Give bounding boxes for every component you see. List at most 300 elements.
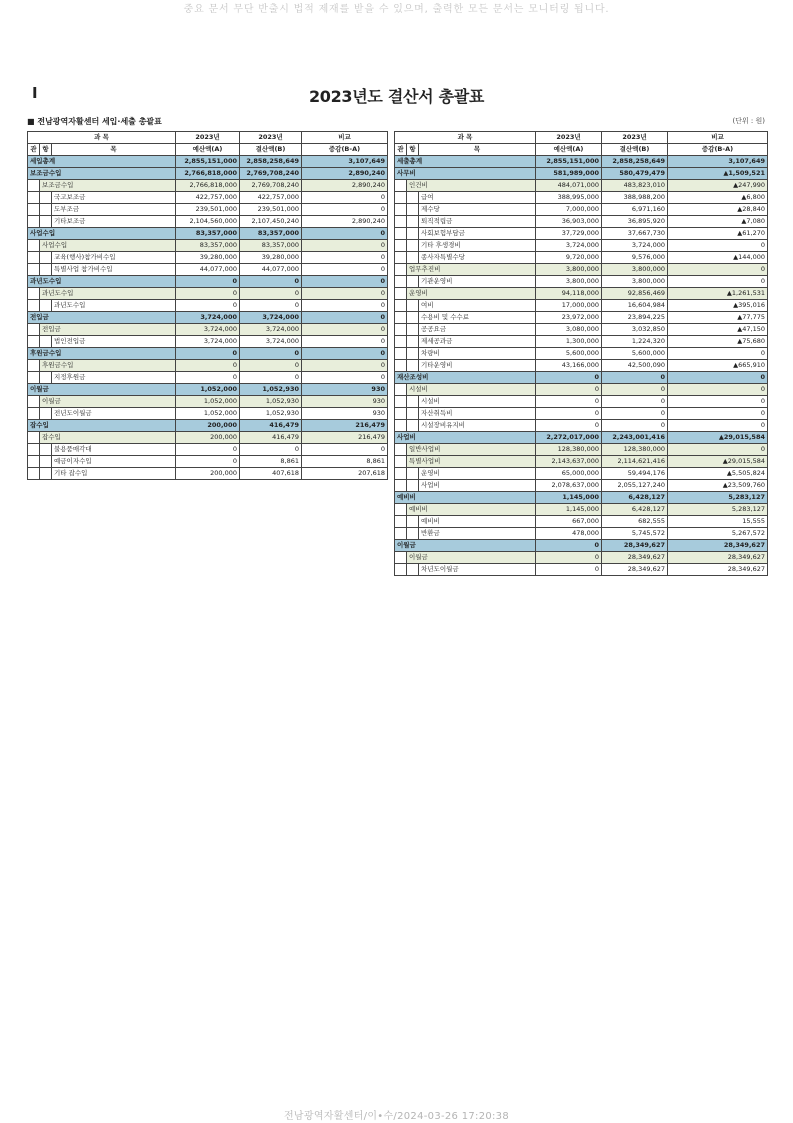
indent-cell xyxy=(40,216,52,228)
account-label: 법인전입금 xyxy=(52,336,176,348)
settlement-amount: 1,052,930 xyxy=(240,408,302,420)
settlement-amount: 2,769,708,240 xyxy=(240,168,302,180)
account-label: 제세공과금 xyxy=(419,336,536,348)
settlement-amount: 0 xyxy=(240,372,302,384)
header-budget: 예산액(A) xyxy=(536,144,602,156)
account-label: 시설장비유지비 xyxy=(419,420,536,432)
difference-amount: 0 xyxy=(302,252,388,264)
confidential-watermark: 중요 문서 무단 반출시 법적 제재를 받을 수 있으며, 출력한 모든 문서는 모니터링 됩니다. xyxy=(183,4,610,15)
account-label: 후원금수입 xyxy=(28,348,176,360)
header-difference: 증감(B-A) xyxy=(302,144,388,156)
indent-cell xyxy=(40,252,52,264)
difference-amount: 0 xyxy=(668,396,768,408)
difference-amount: 15,555 xyxy=(668,516,768,528)
table-header-row xyxy=(395,132,768,144)
account-row-mok xyxy=(28,204,388,216)
header-year-budget: 2023년 xyxy=(536,132,602,144)
difference-amount: ▲47,150 xyxy=(668,324,768,336)
settlement-amount: 2,114,621,416 xyxy=(602,456,668,468)
indent-cell xyxy=(28,468,40,480)
document-title: 2023년도 결산서 총괄표 xyxy=(308,87,485,106)
budget-amount: 37,729,000 xyxy=(536,228,602,240)
revenue-rows xyxy=(28,156,388,480)
revenue-table xyxy=(27,131,388,480)
indent-cell xyxy=(407,324,419,336)
settlement-amount: 23,894,225 xyxy=(602,312,668,324)
budget-amount: 239,501,000 xyxy=(176,204,240,216)
account-row-hang xyxy=(28,288,388,300)
budget-amount: 83,357,000 xyxy=(176,240,240,252)
account-label: 도부조금 xyxy=(52,204,176,216)
account-label: 사회보험부담금 xyxy=(419,228,536,240)
settlement-amount: 5,745,572 xyxy=(602,528,668,540)
account-row-mok xyxy=(395,468,768,480)
settlement-amount: 16,604,984 xyxy=(602,300,668,312)
account-label: 교육(행사)참가비수입 xyxy=(52,252,176,264)
settlement-amount: 0 xyxy=(240,300,302,312)
account-row-mok xyxy=(395,324,768,336)
account-row-mok xyxy=(395,360,768,372)
expenditure-rows xyxy=(395,156,768,576)
difference-amount: ▲6,800 xyxy=(668,192,768,204)
account-label: 시설비 xyxy=(419,396,536,408)
account-label: 예금이자수입 xyxy=(52,456,176,468)
indent-cell xyxy=(395,240,407,252)
account-row-mok xyxy=(395,516,768,528)
indent-cell xyxy=(407,192,419,204)
indent-cell xyxy=(28,360,40,372)
budget-amount: 0 xyxy=(176,444,240,456)
indent-cell xyxy=(407,480,419,492)
account-label: 사업수입 xyxy=(28,228,176,240)
settlement-amount: 416,479 xyxy=(240,432,302,444)
budget-amount: 0 xyxy=(536,408,602,420)
header-settlement: 결산액(B) xyxy=(602,144,668,156)
indent-cell xyxy=(407,240,419,252)
indent-cell xyxy=(395,564,407,576)
budget-amount: 0 xyxy=(536,540,602,552)
indent-cell xyxy=(395,252,407,264)
header-mok: 목 xyxy=(419,144,536,156)
indent-cell xyxy=(395,516,407,528)
indent-cell xyxy=(407,312,419,324)
account-label: 세출총계 xyxy=(395,156,536,168)
indent-cell xyxy=(28,240,40,252)
account-label: 예비비 xyxy=(419,516,536,528)
difference-amount: 216,479 xyxy=(302,432,388,444)
account-row-mok xyxy=(28,216,388,228)
account-label: 재산조성비 xyxy=(395,372,536,384)
indent-cell xyxy=(407,528,419,540)
indent-cell xyxy=(28,288,40,300)
account-label: 수용비 및 수수료 xyxy=(419,312,536,324)
account-label: 종사자특별수당 xyxy=(419,252,536,264)
header-hang: 항 xyxy=(40,144,52,156)
account-label: 운영비 xyxy=(419,468,536,480)
budget-amount: 3,724,000 xyxy=(176,336,240,348)
difference-amount: 0 xyxy=(302,348,388,360)
settlement-amount: 0 xyxy=(602,420,668,432)
account-row-hang xyxy=(28,360,388,372)
difference-amount: 930 xyxy=(302,408,388,420)
indent-cell xyxy=(407,228,419,240)
indent-cell xyxy=(395,480,407,492)
account-label: 이월금 xyxy=(28,384,176,396)
indent-cell xyxy=(395,504,407,516)
account-row-hang xyxy=(395,180,768,192)
account-row-mok xyxy=(395,192,768,204)
account-row-mok xyxy=(395,336,768,348)
difference-amount: 2,890,240 xyxy=(302,168,388,180)
indent-cell xyxy=(28,216,40,228)
account-label: 급여 xyxy=(419,192,536,204)
settlement-amount: 682,555 xyxy=(602,516,668,528)
account-label: 기타 후생경비 xyxy=(419,240,536,252)
account-row-kwan xyxy=(28,276,388,288)
account-row-mok xyxy=(395,240,768,252)
indent-cell xyxy=(40,456,52,468)
indent-cell xyxy=(395,264,407,276)
budget-amount: 0 xyxy=(176,372,240,384)
account-row-kwan xyxy=(28,384,388,396)
account-row-mok xyxy=(395,420,768,432)
difference-amount: 0 xyxy=(668,372,768,384)
indent-cell xyxy=(40,468,52,480)
account-label: 업무추진비 xyxy=(407,264,536,276)
settlement-amount: 128,380,000 xyxy=(602,444,668,456)
table-subheader-row xyxy=(395,144,768,156)
indent-cell xyxy=(40,204,52,216)
difference-amount: 0 xyxy=(668,348,768,360)
account-label: 과년도수입 xyxy=(40,288,176,300)
account-row-hang xyxy=(28,180,388,192)
account-row-hang xyxy=(395,456,768,468)
settlement-amount: 388,988,200 xyxy=(602,192,668,204)
account-label: 보조금수입 xyxy=(28,168,176,180)
budget-amount: 1,145,000 xyxy=(536,492,602,504)
settlement-amount: 83,357,000 xyxy=(240,240,302,252)
header-mok: 목 xyxy=(52,144,176,156)
budget-amount: 94,118,000 xyxy=(536,288,602,300)
indent-cell xyxy=(28,180,40,192)
difference-amount: 0 xyxy=(302,264,388,276)
account-row-hang xyxy=(28,432,388,444)
account-label: 사무비 xyxy=(395,168,536,180)
difference-amount: 0 xyxy=(302,288,388,300)
indent-cell xyxy=(395,192,407,204)
indent-cell xyxy=(395,444,407,456)
account-label: 국고보조금 xyxy=(52,192,176,204)
difference-amount: 5,267,572 xyxy=(668,528,768,540)
budget-amount: 43,166,000 xyxy=(536,360,602,372)
difference-amount: 3,107,649 xyxy=(668,156,768,168)
account-row-mok xyxy=(28,468,388,480)
settlement-amount: 6,428,127 xyxy=(602,492,668,504)
budget-amount: 3,724,000 xyxy=(176,324,240,336)
budget-amount: 23,972,000 xyxy=(536,312,602,324)
account-label: 기관운영비 xyxy=(419,276,536,288)
indent-cell xyxy=(407,408,419,420)
header-compare: 비교 xyxy=(302,132,388,144)
settlement-amount: 3,724,000 xyxy=(602,240,668,252)
header-difference: 증감(B-A) xyxy=(668,144,768,156)
difference-amount: ▲75,680 xyxy=(668,336,768,348)
section-marker: I xyxy=(32,84,38,102)
header-settlement: 결산액(B) xyxy=(240,144,302,156)
difference-amount: 0 xyxy=(302,192,388,204)
settlement-amount: 28,349,627 xyxy=(602,540,668,552)
header-year-settlement: 2023년 xyxy=(240,132,302,144)
account-row-hang xyxy=(395,504,768,516)
account-label: 제수당 xyxy=(419,204,536,216)
indent-cell xyxy=(407,336,419,348)
settlement-amount: 83,357,000 xyxy=(240,228,302,240)
settlement-amount: 3,724,000 xyxy=(240,324,302,336)
budget-amount: 0 xyxy=(536,396,602,408)
account-row-mok xyxy=(395,564,768,576)
settlement-amount: 28,349,627 xyxy=(602,552,668,564)
indent-cell xyxy=(40,300,52,312)
indent-cell xyxy=(395,312,407,324)
budget-amount: 0 xyxy=(176,288,240,300)
indent-cell xyxy=(395,276,407,288)
indent-cell xyxy=(395,456,407,468)
indent-cell xyxy=(395,420,407,432)
account-row-mok xyxy=(28,408,388,420)
indent-cell xyxy=(40,372,52,384)
difference-amount: ▲28,840 xyxy=(668,204,768,216)
expenditure-table xyxy=(394,131,768,576)
indent-cell xyxy=(407,516,419,528)
difference-amount: 5,283,127 xyxy=(668,492,768,504)
settlement-amount: 0 xyxy=(602,396,668,408)
indent-cell xyxy=(28,432,40,444)
account-row-hang xyxy=(395,444,768,456)
account-row-mok xyxy=(395,528,768,540)
account-row-hang xyxy=(28,240,388,252)
budget-amount: 7,000,000 xyxy=(536,204,602,216)
settlement-amount: 37,667,730 xyxy=(602,228,668,240)
budget-amount: 1,052,000 xyxy=(176,384,240,396)
budget-amount: 0 xyxy=(536,420,602,432)
unit-label: (단위 : 원) xyxy=(732,117,765,125)
account-row-kwan xyxy=(28,348,388,360)
difference-amount: 0 xyxy=(302,276,388,288)
budget-amount: 83,357,000 xyxy=(176,228,240,240)
indent-cell xyxy=(395,216,407,228)
difference-amount: 28,349,627 xyxy=(668,540,768,552)
budget-amount: 44,077,000 xyxy=(176,264,240,276)
account-row-kwan xyxy=(28,312,388,324)
account-label: 기타보조금 xyxy=(52,216,176,228)
settlement-amount: 59,494,176 xyxy=(602,468,668,480)
indent-cell xyxy=(407,300,419,312)
indent-cell xyxy=(407,348,419,360)
indent-cell xyxy=(28,408,40,420)
header-budget: 예산액(A) xyxy=(176,144,240,156)
budget-amount: 200,000 xyxy=(176,432,240,444)
indent-cell xyxy=(28,264,40,276)
account-row-mok xyxy=(28,264,388,276)
indent-cell xyxy=(395,228,407,240)
difference-amount: ▲77,775 xyxy=(668,312,768,324)
difference-amount: 28,349,627 xyxy=(668,552,768,564)
indent-cell xyxy=(40,336,52,348)
indent-cell xyxy=(407,252,419,264)
indent-cell xyxy=(395,300,407,312)
difference-amount: 0 xyxy=(668,240,768,252)
settlement-amount: 2,858,258,649 xyxy=(602,156,668,168)
account-label: 사업비 xyxy=(395,432,536,444)
header-kwan: 관 xyxy=(28,144,40,156)
settlement-amount: 3,032,850 xyxy=(602,324,668,336)
settlement-amount: 422,757,000 xyxy=(240,192,302,204)
account-row-kwan xyxy=(28,228,388,240)
budget-amount: 5,600,000 xyxy=(536,348,602,360)
settlement-amount: 2,858,258,649 xyxy=(240,156,302,168)
account-row-mok xyxy=(28,300,388,312)
difference-amount: 0 xyxy=(302,372,388,384)
settlement-amount: 9,576,000 xyxy=(602,252,668,264)
account-label: 과년도수입 xyxy=(52,300,176,312)
account-row-mok xyxy=(395,396,768,408)
difference-amount: ▲5,505,824 xyxy=(668,468,768,480)
settlement-amount: 0 xyxy=(240,276,302,288)
settlement-amount: 42,500,090 xyxy=(602,360,668,372)
settlement-amount: 0 xyxy=(240,360,302,372)
indent-cell xyxy=(28,252,40,264)
difference-amount: ▲61,270 xyxy=(668,228,768,240)
budget-amount: 478,000 xyxy=(536,528,602,540)
indent-cell xyxy=(407,204,419,216)
budget-amount: 667,000 xyxy=(536,516,602,528)
account-row-mok xyxy=(395,312,768,324)
account-row-kwan xyxy=(28,156,388,168)
difference-amount: 0 xyxy=(302,336,388,348)
account-label: 과년도수입 xyxy=(28,276,176,288)
difference-amount: 0 xyxy=(302,300,388,312)
table-header-row xyxy=(28,132,388,144)
indent-cell xyxy=(28,336,40,348)
settlement-amount: 0 xyxy=(602,372,668,384)
account-row-mok xyxy=(395,300,768,312)
indent-cell xyxy=(395,336,407,348)
budget-amount: 1,052,000 xyxy=(176,396,240,408)
account-label: 예비비 xyxy=(395,492,536,504)
indent-cell xyxy=(395,528,407,540)
budget-amount: 3,724,000 xyxy=(176,312,240,324)
budget-amount: 2,272,017,000 xyxy=(536,432,602,444)
settlement-amount: 36,895,920 xyxy=(602,216,668,228)
budget-amount: 36,903,000 xyxy=(536,216,602,228)
budget-amount: 422,757,000 xyxy=(176,192,240,204)
difference-amount: 0 xyxy=(668,264,768,276)
settlement-amount: 5,600,000 xyxy=(602,348,668,360)
budget-amount: 0 xyxy=(176,456,240,468)
account-row-hang xyxy=(395,384,768,396)
account-label: 여비 xyxy=(419,300,536,312)
account-label: 퇴직적립금 xyxy=(419,216,536,228)
difference-amount: ▲1,509,521 xyxy=(668,168,768,180)
indent-cell xyxy=(28,444,40,456)
settlement-amount: 2,107,450,240 xyxy=(240,216,302,228)
account-label: 후원금수입 xyxy=(40,360,176,372)
settlement-amount: 0 xyxy=(240,288,302,300)
account-label: 시설비 xyxy=(407,384,536,396)
budget-amount: 2,104,560,000 xyxy=(176,216,240,228)
indent-cell xyxy=(395,324,407,336)
budget-amount: 128,380,000 xyxy=(536,444,602,456)
indent-cell xyxy=(395,204,407,216)
difference-amount: ▲144,000 xyxy=(668,252,768,264)
budget-amount: 0 xyxy=(536,552,602,564)
settlement-amount: 0 xyxy=(240,348,302,360)
account-label: 이월금 xyxy=(395,540,536,552)
indent-cell xyxy=(407,396,419,408)
settlement-amount: 3,724,000 xyxy=(240,312,302,324)
difference-amount: 0 xyxy=(302,240,388,252)
difference-amount: 0 xyxy=(668,420,768,432)
settlement-amount: 483,823,010 xyxy=(602,180,668,192)
budget-amount: 3,800,000 xyxy=(536,276,602,288)
account-row-mok xyxy=(395,480,768,492)
indent-cell xyxy=(407,276,419,288)
difference-amount: ▲7,080 xyxy=(668,216,768,228)
budget-amount: 2,078,637,000 xyxy=(536,480,602,492)
difference-amount: 0 xyxy=(302,444,388,456)
budget-amount: 0 xyxy=(176,348,240,360)
account-row-hang xyxy=(395,288,768,300)
indent-cell xyxy=(28,324,40,336)
settlement-amount: 3,724,000 xyxy=(240,336,302,348)
account-row-mok xyxy=(395,228,768,240)
account-row-mok xyxy=(395,276,768,288)
account-row-kwan xyxy=(395,540,768,552)
budget-amount: 2,855,151,000 xyxy=(176,156,240,168)
header-subject: 과 목 xyxy=(395,132,536,144)
account-label: 불용품매각대 xyxy=(52,444,176,456)
print-footer: 전남광역자활센터/이•수/2024-03-26 17:20:38 xyxy=(283,1111,510,1122)
account-label: 이월금 xyxy=(40,396,176,408)
budget-amount: 2,766,818,000 xyxy=(176,168,240,180)
settlement-amount: 2,769,708,240 xyxy=(240,180,302,192)
account-row-kwan xyxy=(395,432,768,444)
settlement-amount: 0 xyxy=(602,408,668,420)
difference-amount: 0 xyxy=(302,360,388,372)
indent-cell xyxy=(395,360,407,372)
budget-amount: 388,995,000 xyxy=(536,192,602,204)
indent-cell xyxy=(395,180,407,192)
account-row-mok xyxy=(395,408,768,420)
difference-amount: 207,618 xyxy=(302,468,388,480)
settlement-amount: 239,501,000 xyxy=(240,204,302,216)
budget-amount: 65,000,000 xyxy=(536,468,602,480)
difference-amount: 0 xyxy=(668,276,768,288)
account-row-kwan xyxy=(28,168,388,180)
indent-cell xyxy=(407,216,419,228)
indent-cell xyxy=(407,468,419,480)
indent-cell xyxy=(28,192,40,204)
budget-amount: 39,280,000 xyxy=(176,252,240,264)
indent-cell xyxy=(40,408,52,420)
account-label: 사업수입 xyxy=(40,240,176,252)
account-label: 공공요금 xyxy=(419,324,536,336)
settlement-amount: 580,479,479 xyxy=(602,168,668,180)
header-year-settlement: 2023년 xyxy=(602,132,668,144)
account-row-mok xyxy=(28,192,388,204)
settlement-amount: 0 xyxy=(602,384,668,396)
difference-amount: ▲1,261,531 xyxy=(668,288,768,300)
